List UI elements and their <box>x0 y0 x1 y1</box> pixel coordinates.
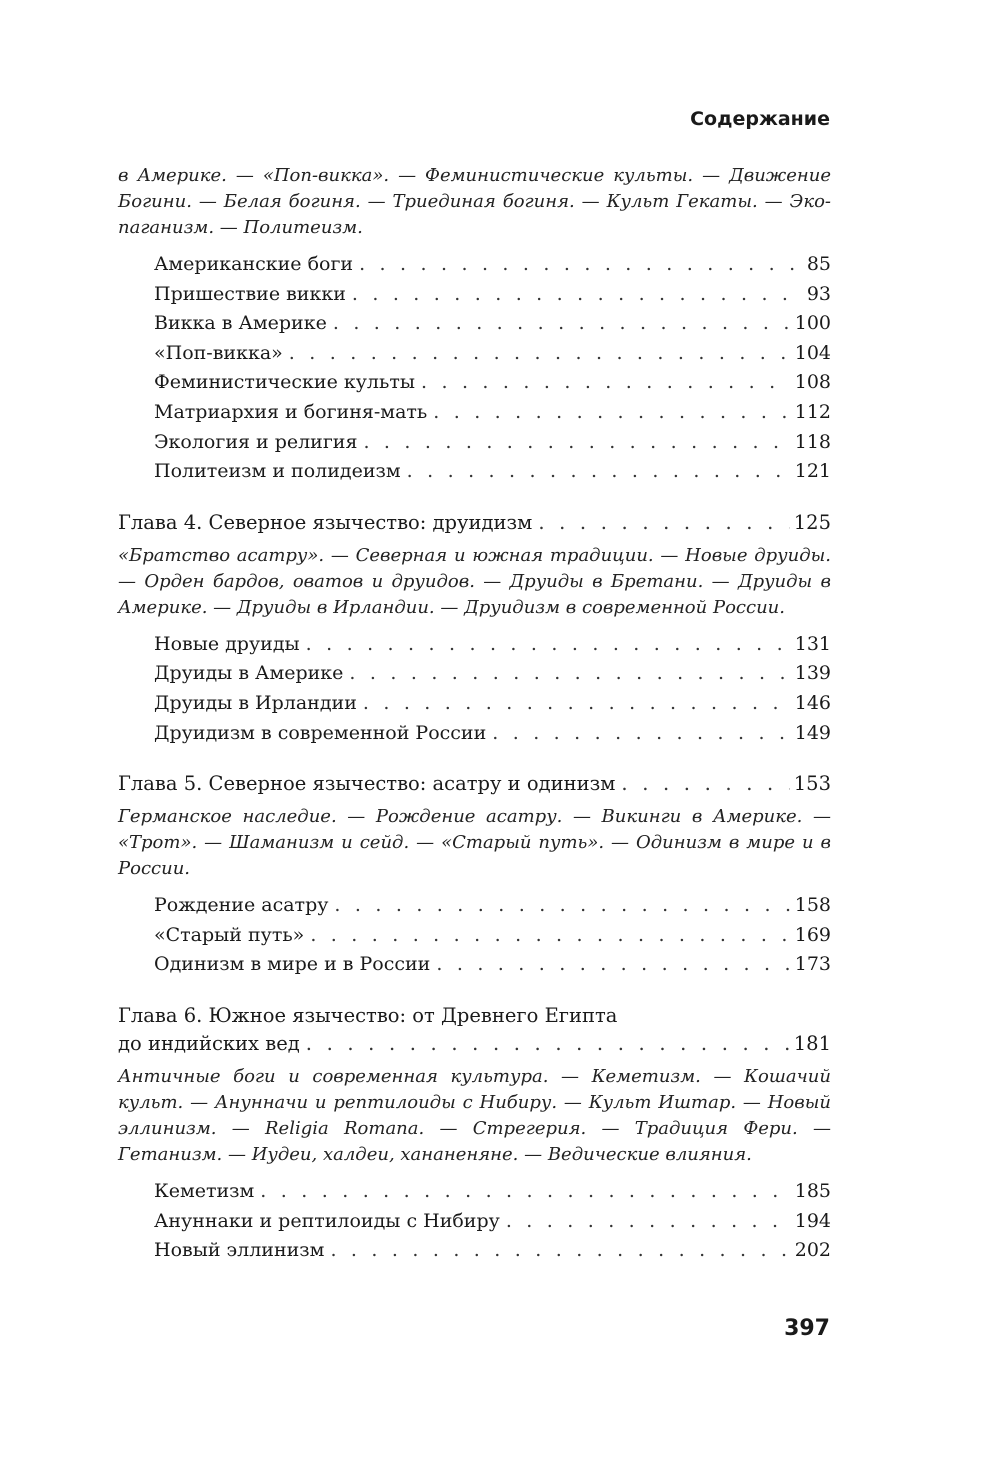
toc-entry[interactable]: Пришествие викки . . . 93 <box>154 280 831 310</box>
toc-entry[interactable]: Новый эллинизм . . . 202 <box>154 1236 831 1266</box>
chapter-3-continuation <box>118 163 831 487</box>
chapter-synopsis: Античные боги и современная культура. — Кеметизм. — Кошачий культ. — Анунначи и рептилоиды с Нибиру. — Культ Иштар. — Новый эллинизм. — Religia Romana. — Стрегерия. — Традиция Фери. — Гетанизм. — Иудеи, халдеи, хананеняне. — Ведические влияния. <box>118 1065 831 1165</box>
toc-entry[interactable]: Друидизм в современной России . . . 149 <box>154 719 831 749</box>
page-number: 397 <box>784 1316 830 1341</box>
chapter-title[interactable]: Глава 4. Северное язычество: друидизм . . . 125 <box>118 509 831 537</box>
toc-entry[interactable]: Кеметизм . . . 185 <box>154 1177 831 1207</box>
toc-entry[interactable]: Политеизм и полидеизм . . . 121 <box>154 457 831 487</box>
toc-entry[interactable]: Новые друиды . . . 131 <box>154 630 831 660</box>
chapter-synopsis: «Братство асатру». — Северная и южная традиции. — Новые друиды. — Орден бардов, оватов и друидов. — Друиды в Бретани. — Друиды в Америке. — Друиды в Ирландии. — Друидизм в современной России. <box>118 544 831 618</box>
toc-entry[interactable]: Ануннаки и рептилоиды с Нибиру . . . 194 <box>154 1207 831 1237</box>
chapter-title[interactable]: Глава 6. Южное язычество: от Древнего Египта до индийских вед . . . 181 <box>118 1002 831 1058</box>
toc-content <box>118 163 831 1266</box>
chapter-5 <box>118 770 831 980</box>
toc-entry[interactable]: Феминистические культы . . . 108 <box>154 368 831 398</box>
chapter-4 <box>118 509 831 748</box>
toc-entry[interactable]: Друиды в Америке . . . 139 <box>154 659 831 689</box>
toc-entry[interactable]: «Старый путь» . . . 169 <box>154 921 831 951</box>
chapter-title[interactable]: Глава 5. Северное язычество: асатру и одинизм . . . 153 <box>118 770 831 798</box>
chapter-synopsis: в Америке. — «Поп-викка». — Феминистические культы. — Движение Богини. — Белая богиня. — Триединая богиня. — Культ Гекаты. — Эко-паганизм. — Политеизм. <box>118 165 831 238</box>
chapter-synopsis: Германское наследие. — Рождение асатру. — Викинги в Америке. — «Трот». — Шаманизм и сейд. — «Старый путь». — Одинизм в мире и в России. <box>118 806 831 880</box>
toc-entry[interactable]: «Поп-викка» . . . 104 <box>154 339 831 369</box>
toc-entry[interactable]: Экология и религия . . . 118 <box>154 428 831 458</box>
toc-entry[interactable]: Рождение асатру . . . 158 <box>154 891 831 921</box>
toc-entry[interactable]: Викка в Америке . . . 100 <box>154 309 831 339</box>
chapter-6 <box>118 1002 831 1266</box>
toc-entry[interactable]: Одинизм в мире и в России . . . 173 <box>154 950 831 980</box>
toc-entry[interactable]: Друиды в Ирландии . . . 146 <box>154 689 831 719</box>
toc-entry[interactable]: Матриархия и богиня-мать . . . 112 <box>154 398 831 428</box>
toc-entry[interactable]: Американские боги . . . 85 <box>154 250 831 280</box>
running-header: Содержание <box>690 108 830 130</box>
